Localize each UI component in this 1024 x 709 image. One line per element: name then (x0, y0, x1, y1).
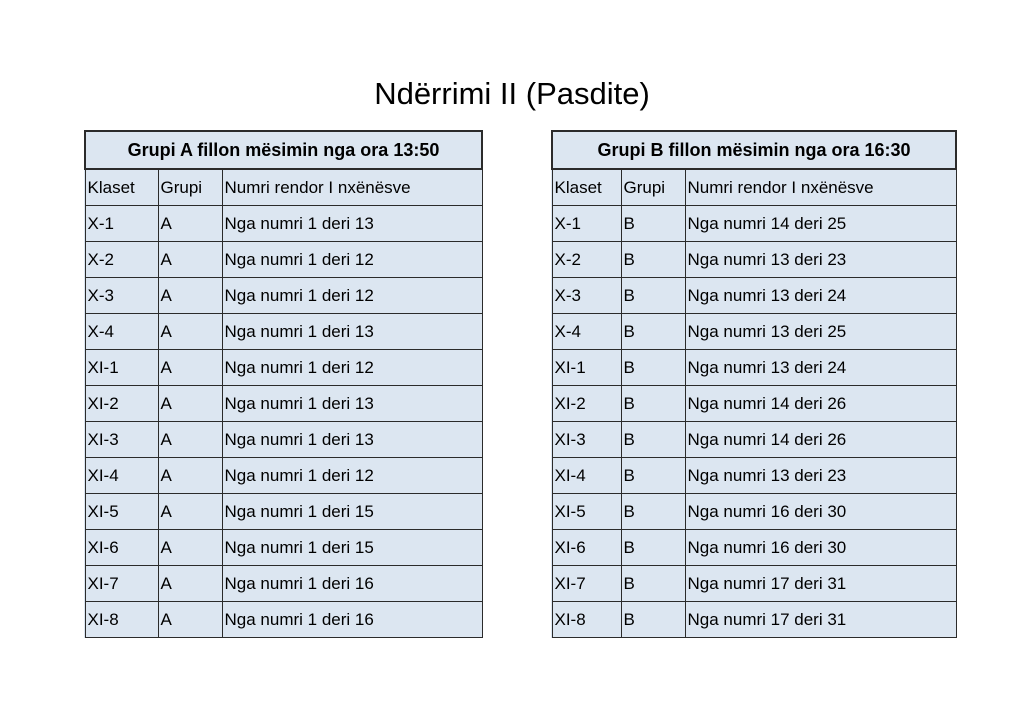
range-cell: Nga numri 1 deri 12 (222, 278, 482, 314)
range-cell: Nga numri 13 deri 25 (685, 314, 956, 350)
table-row (85, 350, 482, 386)
page-title: Ndërrimi II (Pasdite) (374, 76, 650, 111)
class-cell: X-3 (85, 278, 158, 314)
table-row (552, 530, 956, 566)
class-cell: XI-4 (85, 458, 158, 494)
group-cell: B (621, 242, 685, 278)
range-cell: Nga numri 1 deri 15 (222, 530, 482, 566)
range-cell: Nga numri 1 deri 13 (222, 386, 482, 422)
table-row (85, 242, 482, 278)
class-cell: X-3 (552, 278, 621, 314)
table-caption: Grupi B fillon mësimin nga ora 16:30 (552, 131, 956, 169)
column-header-grupi: Grupi (621, 169, 685, 206)
class-cell: XI-1 (552, 350, 621, 386)
table-row (552, 278, 956, 314)
table-row (85, 530, 482, 566)
class-cell: XI-3 (85, 422, 158, 458)
range-cell: Nga numri 1 deri 13 (222, 314, 482, 350)
table-row (552, 350, 956, 386)
group-cell: A (158, 566, 222, 602)
class-cell: X-2 (85, 242, 158, 278)
range-cell: Nga numri 1 deri 12 (222, 458, 482, 494)
range-cell: Nga numri 14 deri 26 (685, 386, 956, 422)
column-header-grupi: Grupi (158, 169, 222, 206)
class-cell: XI-5 (85, 494, 158, 530)
group-cell: A (158, 530, 222, 566)
table-row (85, 206, 482, 242)
group-cell: A (158, 422, 222, 458)
table-row (552, 314, 956, 350)
table-row (552, 206, 956, 242)
class-cell: X-1 (552, 206, 621, 242)
group-cell: B (621, 422, 685, 458)
range-cell: Nga numri 13 deri 23 (685, 242, 956, 278)
column-header-klaset: Klaset (552, 169, 621, 206)
group-cell: B (621, 602, 685, 638)
column-header-numri: Numri rendor I nxënësve (222, 169, 482, 206)
table-row (85, 566, 482, 602)
range-cell: Nga numri 16 deri 30 (685, 530, 956, 566)
table-row (85, 602, 482, 638)
class-cell: XI-5 (552, 494, 621, 530)
range-cell: Nga numri 1 deri 12 (222, 242, 482, 278)
class-cell: XI-2 (552, 386, 621, 422)
column-header-numri: Numri rendor I nxënësve (685, 169, 956, 206)
table-row (552, 602, 956, 638)
group-cell: B (621, 494, 685, 530)
table-row (85, 278, 482, 314)
class-cell: X-4 (85, 314, 158, 350)
class-cell: XI-7 (552, 566, 621, 602)
class-cell: XI-7 (85, 566, 158, 602)
class-cell: XI-4 (552, 458, 621, 494)
table-row (552, 386, 956, 422)
group-cell: A (158, 314, 222, 350)
group-cell: A (158, 350, 222, 386)
range-cell: Nga numri 13 deri 23 (685, 458, 956, 494)
table-row (85, 494, 482, 530)
table-row (85, 422, 482, 458)
table-row (85, 458, 482, 494)
header-row (85, 169, 482, 206)
group-cell: A (158, 386, 222, 422)
class-cell: X-1 (85, 206, 158, 242)
range-cell: Nga numri 1 deri 15 (222, 494, 482, 530)
group-cell: A (158, 602, 222, 638)
range-cell: Nga numri 13 deri 24 (685, 350, 956, 386)
group-cell: A (158, 206, 222, 242)
group-cell: B (621, 386, 685, 422)
group-b-table (551, 130, 957, 638)
group-cell: A (158, 242, 222, 278)
class-cell: X-2 (552, 242, 621, 278)
range-cell: Nga numri 1 deri 13 (222, 206, 482, 242)
range-cell: Nga numri 16 deri 30 (685, 494, 956, 530)
table-row (552, 422, 956, 458)
group-cell: A (158, 458, 222, 494)
table-row (552, 242, 956, 278)
class-cell: XI-1 (85, 350, 158, 386)
range-cell: Nga numri 14 deri 26 (685, 422, 956, 458)
class-cell: XI-6 (85, 530, 158, 566)
group-cell: B (621, 314, 685, 350)
table-caption: Grupi A fillon mësimin nga ora 13:50 (85, 131, 482, 169)
group-a-table (84, 130, 483, 638)
header-row (552, 169, 956, 206)
group-cell: A (158, 494, 222, 530)
table-row (552, 566, 956, 602)
class-cell: XI-3 (552, 422, 621, 458)
table-row (85, 386, 482, 422)
caption-row (552, 131, 956, 169)
group-cell: B (621, 458, 685, 494)
range-cell: Nga numri 13 deri 24 (685, 278, 956, 314)
group-cell: B (621, 206, 685, 242)
table-row (85, 314, 482, 350)
group-cell: B (621, 278, 685, 314)
class-cell: XI-2 (85, 386, 158, 422)
class-cell: XI-8 (552, 602, 621, 638)
class-cell: XI-8 (85, 602, 158, 638)
group-cell: A (158, 278, 222, 314)
table-row (552, 494, 956, 530)
range-cell: Nga numri 17 deri 31 (685, 602, 956, 638)
group-cell: B (621, 350, 685, 386)
table-row (552, 458, 956, 494)
group-cell: B (621, 566, 685, 602)
class-cell: X-4 (552, 314, 621, 350)
range-cell: Nga numri 14 deri 25 (685, 206, 956, 242)
class-cell: XI-6 (552, 530, 621, 566)
range-cell: Nga numri 1 deri 13 (222, 422, 482, 458)
range-cell: Nga numri 1 deri 12 (222, 350, 482, 386)
group-cell: B (621, 530, 685, 566)
range-cell: Nga numri 1 deri 16 (222, 602, 482, 638)
caption-row (85, 131, 482, 169)
range-cell: Nga numri 1 deri 16 (222, 566, 482, 602)
column-header-klaset: Klaset (85, 169, 158, 206)
range-cell: Nga numri 17 deri 31 (685, 566, 956, 602)
